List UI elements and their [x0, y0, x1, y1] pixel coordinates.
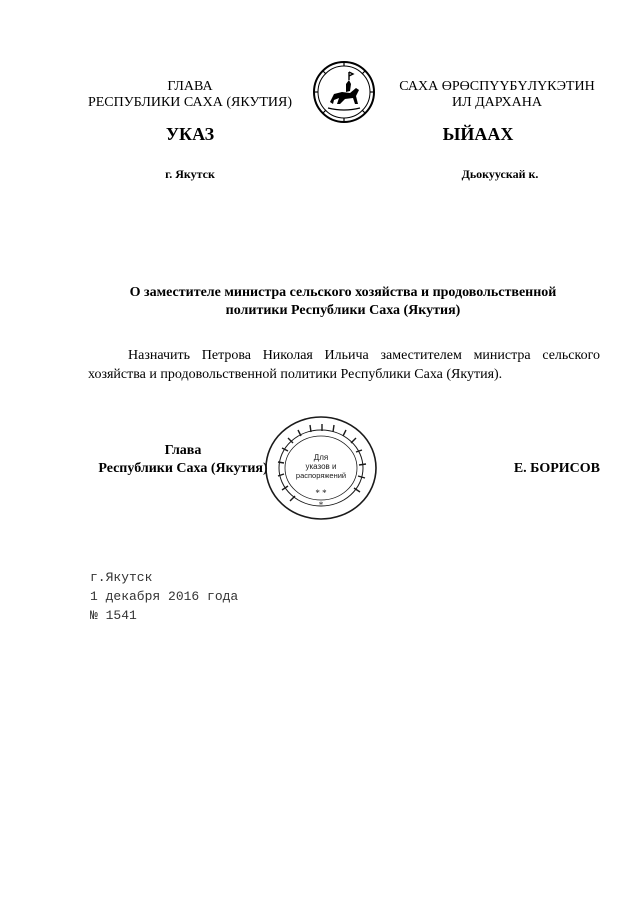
footer-place: г.Якутск: [90, 570, 153, 585]
city-sakha: Дьокуускай к.: [461, 167, 539, 181]
title-line2: политики Республики Саха (Якутия): [225, 303, 461, 318]
footer-date: 1 декабря 2016 года: [90, 589, 239, 604]
svg-text:* *: * *: [315, 488, 327, 498]
official-seal: [262, 414, 380, 522]
city-ru: г. Якутск: [165, 167, 215, 181]
decree-label-ru: УКАЗ: [165, 124, 215, 144]
title-line1: О заместителе министра сельского хозяйства и продовольственной: [129, 285, 557, 300]
header-right-line2: ИЛ ДАРХАНА: [451, 95, 542, 110]
header-right-line1: САХА ӨРӨСПҮҮБҮЛҮКЭТИН: [399, 79, 595, 94]
signatory-position: [88, 442, 278, 478]
header-left: [80, 79, 300, 111]
stamp-line1: Для: [313, 453, 329, 462]
decree-label-sakha: ЫЙААХ: [442, 124, 514, 144]
header-right: [392, 79, 602, 111]
document-title: [88, 284, 598, 320]
signatory-position-line1: Глава: [164, 443, 202, 458]
stamp-line2: указов и: [305, 462, 337, 471]
coat-of-arms-icon: [312, 60, 376, 124]
header-left-line2: РЕСПУБЛИКИ САХА (ЯКУТИЯ): [87, 95, 293, 110]
svg-text:*: *: [318, 500, 324, 510]
stamp-line3: распоряжений: [295, 471, 347, 480]
footer-number: № 1541: [90, 608, 137, 623]
header-left-line1: ГЛАВА: [167, 79, 213, 94]
document-body: Назначить Петрова Николая Ильича заместителем министра сельского хозяйства и продовольственной политики Республики Саха (Якутия).: [88, 348, 600, 382]
signatory-position-line2: Республики Саха (Якутия): [98, 461, 268, 476]
document-footer: [90, 568, 238, 625]
signatory-name: Е. БОРИСОВ: [513, 461, 600, 476]
